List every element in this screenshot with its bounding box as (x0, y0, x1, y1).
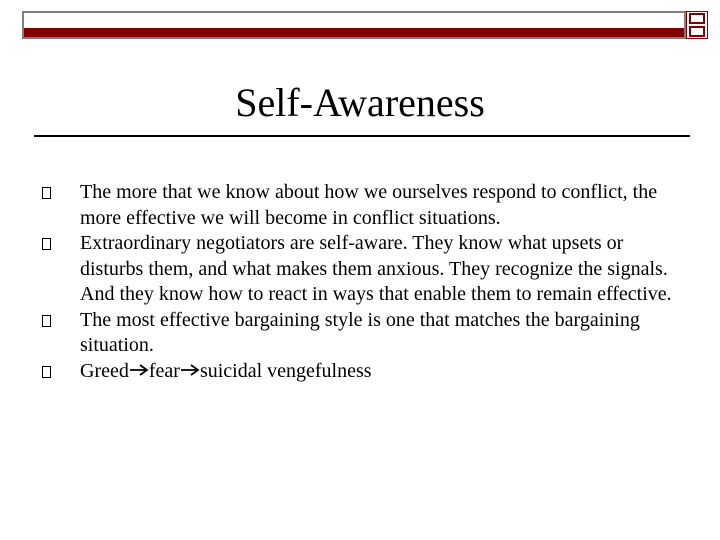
bullet-text-part: Greed (80, 359, 129, 382)
bullet-item (40, 180, 680, 231)
right-arrow-icon (129, 363, 149, 377)
corner-square-top (689, 13, 705, 24)
hollow-square-bullet-icon (42, 315, 51, 327)
bullet-text: The most effective bargaining style is one that matches the bargaining situation. (80, 308, 640, 356)
hollow-square-bullet-icon (42, 187, 51, 199)
bullet-list (40, 180, 680, 384)
hollow-square-bullet-icon (42, 238, 51, 250)
bullet-text-part: suicidal vengefulness (199, 359, 372, 382)
right-arrow-icon (180, 363, 200, 377)
slide-title: Self-Awareness (235, 80, 485, 125)
title-divider (34, 135, 690, 137)
bullet-item (40, 359, 680, 385)
corner-decoration (686, 11, 708, 39)
corner-square-bottom (689, 26, 705, 37)
hollow-square-bullet-icon (42, 366, 51, 378)
accent-bar (24, 28, 684, 37)
bullet-text: The more that we know about how we ourselves respond to conflict, the more effective we will become in conflict situations. (80, 181, 658, 229)
bullet-item (40, 231, 680, 308)
bullet-text: Extraordinary negotiators are self-aware. They know what upsets or disturbs them, and what makes them anxious. They recognize the signals. And they know how to react in ways that enable them to remain effective. (80, 232, 672, 305)
bullet-text-part: fear (148, 359, 180, 382)
bullet-item (40, 308, 680, 359)
top-decorative-band (22, 11, 686, 39)
